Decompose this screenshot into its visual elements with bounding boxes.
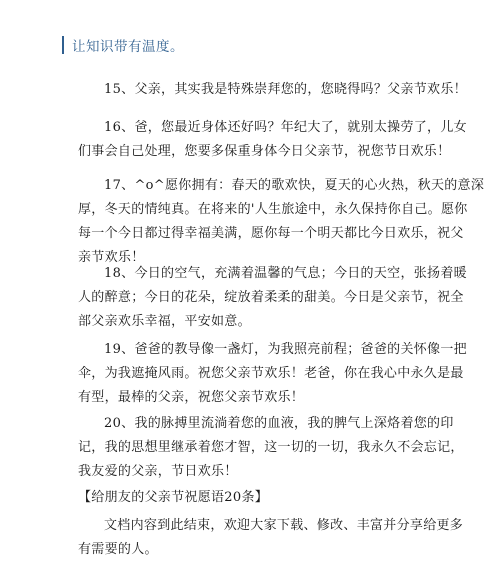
text-line: 15、父亲，其实我是特殊崇拜您的，您晓得吗？父亲节欢乐！	[104, 82, 467, 97]
text-line: 17、^o^愿你拥有：春天的歌欢快，夏天的心火热，秋天的意深	[104, 178, 485, 193]
paragraph-20	[78, 412, 464, 484]
text-line: 有需要的人。	[78, 542, 158, 557]
section-heading-text: 【给朋友的父亲节祝愿语20条】	[78, 490, 269, 505]
document-header	[62, 36, 184, 54]
paragraph-17	[78, 174, 485, 270]
paragraph-18	[78, 262, 467, 334]
text-line: 19、爸爸的教导像一盏灯，为我照亮前程；爸爸的关怀像一把	[104, 342, 467, 357]
header-title: 让知识带有温度。	[72, 39, 184, 55]
text-line: 厚，冬天的情纯真。在将来的'人生旅途中，永久保持你自己。愿你	[78, 202, 468, 217]
text-line: 部父亲欢乐幸福，平安如意。	[78, 314, 251, 329]
paragraph-19	[78, 338, 467, 410]
text-line: 亲节欢乐！	[78, 250, 145, 265]
text-line: 20、我的脉搏里流淌着您的血液，我的脾气上深烙着您的印	[104, 416, 454, 431]
text-line: 文档内容到此结束，欢迎大家下载、修改、丰富并分享给更多	[104, 518, 464, 533]
text-line: 16、爸，您最近身体还好吗？年纪大了，就别太操劳了，儿女	[104, 120, 467, 135]
closing-note	[78, 514, 464, 562]
section-heading	[78, 486, 426, 510]
text-line: 我友爱的父亲，节日欢乐！	[78, 464, 238, 479]
header-accent-bar	[62, 36, 64, 54]
text-line: 每一个今日都过得幸福美满，愿你每一个明天都比今日欢乐，祝父	[78, 226, 464, 241]
text-line: 们事会自己处理，您要多保重身体今日父亲节，祝您节日欢乐！	[78, 144, 451, 159]
paragraph-15	[78, 78, 467, 102]
text-line: 18、今日的空气，充满着温馨的气息；今日的天空，张扬着暖	[104, 266, 467, 281]
text-line: 记，我的思想里继承着您才智，这一切的一切，我永久不会忘记，	[78, 440, 464, 455]
text-line: 人的醉意；今日的花朵，绽放着柔柔的甜美。今日是父亲节，祝全	[78, 290, 464, 305]
paragraph-16	[78, 116, 467, 164]
text-line: 伞，为我遮掩风雨。祝您父亲节欢乐！老爸，你在我心中永久是最	[78, 366, 464, 381]
text-line: 有型，最棒的父亲，祝您父亲节欢乐！	[78, 390, 305, 405]
